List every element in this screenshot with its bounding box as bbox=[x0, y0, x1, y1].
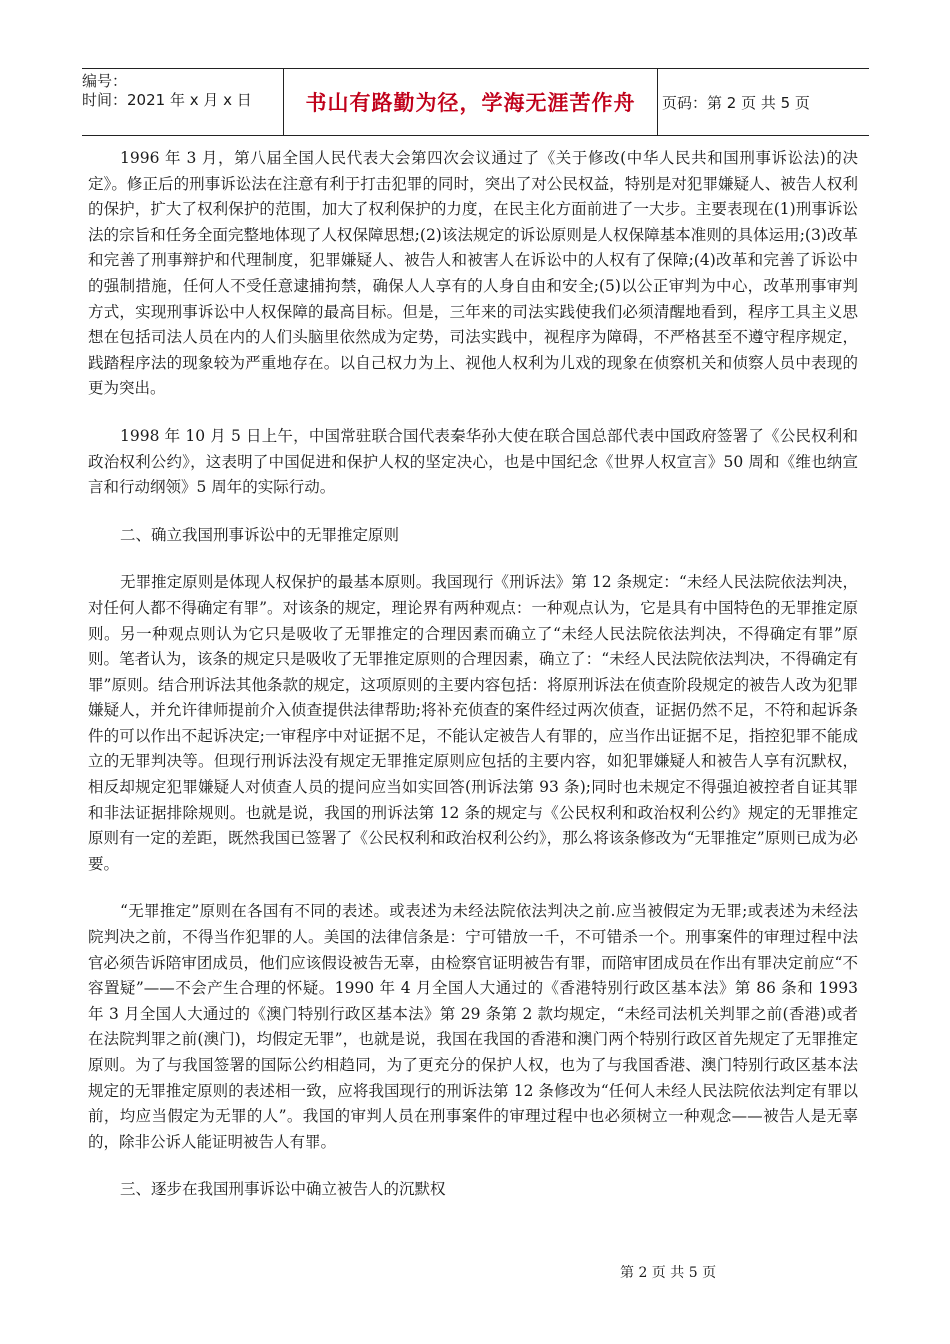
header-motto: 书山有路勤为径，学海无涯苦作舟 bbox=[284, 69, 658, 135]
body-paragraph: “无罪推定”原则在各国有不同的表述。或表述为未经法院依法判决之前.应当被假定为无罪;或表述为未经法院判决之前，不得当作犯罪的人。美国的法律信条是：宁可错放一千，不可错杀一个。刑事案件的审理过程中法官必须告诉陪审团成员，他们应该假设被告无辜，由检察官证明被告有罪，而陪审团成员在作出有罪决定前应“不容置疑”——不会产生合理的怀疑。1990 年 4 月全国人大通过的《香港特别行政区基本法》第 86 条和 1993 年 3 月全国人大通过的《澳门特别行政区基本法》第 29 条第 2 款均规定，“未经司法机关判罪之前(香港)或者在法院判罪之前(澳门)，均假定无罪”，也就是说，我国在我国的香港和澳门两个特别行政区首先规定了无罪推定原则。为了与我国签署的国际公约相趋同，为了更充分的保护人权，也为了与我国香港、澳门特别行政区基本法规定的无罪推定原则的表述相一致，应将我国现行的刑诉法第 12 条修改为“任何人未经人民法院依法判定有罪以前，均应当假定为无罪的人”。我国的审判人员在刑事案件的审理过程中也必须树立一种观念——被告人是无辜的，除非公诉人能证明被告人有罪。 bbox=[88, 902, 858, 1151]
page-header bbox=[82, 68, 869, 136]
section-heading: 二、确立我国刑事诉讼中的无罪推定原则 bbox=[120, 525, 400, 544]
body-paragraph: 1998 年 10 月 5 日上午，中国常驻联合国代表秦华孙大使在联合国总部代表中国政府签署了《公民权利和政治权利公约》，这表明了中国促进和保护人权的坚定决心，也是中国纪念《世界人权宣言》50 周和《维也纳宣言和行动纲领》5 周年的实际行动。 bbox=[88, 426, 858, 497]
body-paragraph: 1996 年 3 月，第八届全国人民代表大会第四次会议通过了《关于修改(中华人民共和国刑事诉讼法)的决定》。修正后的刑事诉讼法在注意有利于打击犯罪的同时，突出了对公民权益，特别是对犯罪嫌疑人、被告人权利的保护，扩大了权利保护的范围，加大了权利保护的力度，在民主化方面前进了一大步。主要表现在(1)刑事诉讼法的宗旨和任务全面完整地体现了人权保障思想;(2)该法规定的诉讼原则是人权保障基本准则的具体运用;(3)改革和完善了刑事辩护和代理制度，犯罪嫌疑人、被告人和被害人在诉讼中的人权有了保障;(4)改革和完善了诉讼中的强制措施，任何人不受任意逮捕拘禁，确保人人享有的人身自由和安全;(5)以公正审判为中心，改革刑事审判方式，实现刑事诉讼中人权保障的最高目标。但是，三年来的司法实践使我们必须清醒地看到，程序工具主义思想在包括司法人员在内的人们头脑里依然成为定势，司法实践中，视程序为障碍，不严格甚至不遵守程序规定，践踏程序法的现象较为严重地存在。以自己权力为上、视他人权利为儿戏的现象在侦察机关和侦察人员中表现的更为突出。 bbox=[88, 149, 858, 398]
page-footer: 第 2 页 共 5 页 bbox=[620, 1265, 717, 1281]
header-page-number: 页码：第 2 页 共 5 页 bbox=[662, 93, 810, 112]
header-left-cell bbox=[82, 69, 284, 135]
body-paragraph: 无罪推定原则是体现人权保护的最基本原则。我国现行《刑诉法》第 12 条规定：“未经人民法院依法判决，对任何人都不得确定有罪”。对该条的规定，理论界有两种观点：一种观点认为，它是具有中国特色的无罪推定原则。另一种观点则认为它只是吸收了无罪推定的合理因素而确立了“未经人民法院依法判决，不得确定有罪”原则。笔者认为，该条的规定只是吸收了无罪推定原则的合理因素，确立了：“未经人民法院依法判决，不得确定有罪”原则。结合刑诉法其他条款的规定，这项原则的主要内容包括：将原刑诉法在侦查阶段规定的被告人改为犯罪嫌疑人，并允许律师提前介入侦查提供法律帮助;将补充侦查的案件经过两次侦查，证据仍然不足，不符和起诉条件的可以作出不起诉决定;一审程序中对证据不足，不能认定被告人有罪的，应当作出证据不足，指控犯罪不能成立的无罪判决等。但现行刑诉法没有规定无罪推定原则应包括的主要内容，如犯罪嫌疑人和被告人享有沉默权，相反却规定犯罪嫌疑人对侦查人员的提问应当如实回答(刑诉法第 93 条);同时也未规定不得强迫被控者自证其罪和非法证据排除规则。也就是说，我国的刑诉法第 12 条的规定与《公民权利和政治权利公约》规定的无罪推定原则有一定的差距，既然我国已签署了《公民权利和政治权利公约》，那么将该条修改为“无罪推定”原则已成为必要。 bbox=[88, 573, 858, 873]
section-heading: 三、逐步在我国刑事诉讼中确立被告人的沉默权 bbox=[120, 1180, 446, 1199]
document-body bbox=[88, 146, 858, 1225]
document-number-label: 编号： bbox=[82, 72, 128, 90]
document-time-label: 时间：2021 年 x 月 x 日 bbox=[82, 91, 252, 109]
